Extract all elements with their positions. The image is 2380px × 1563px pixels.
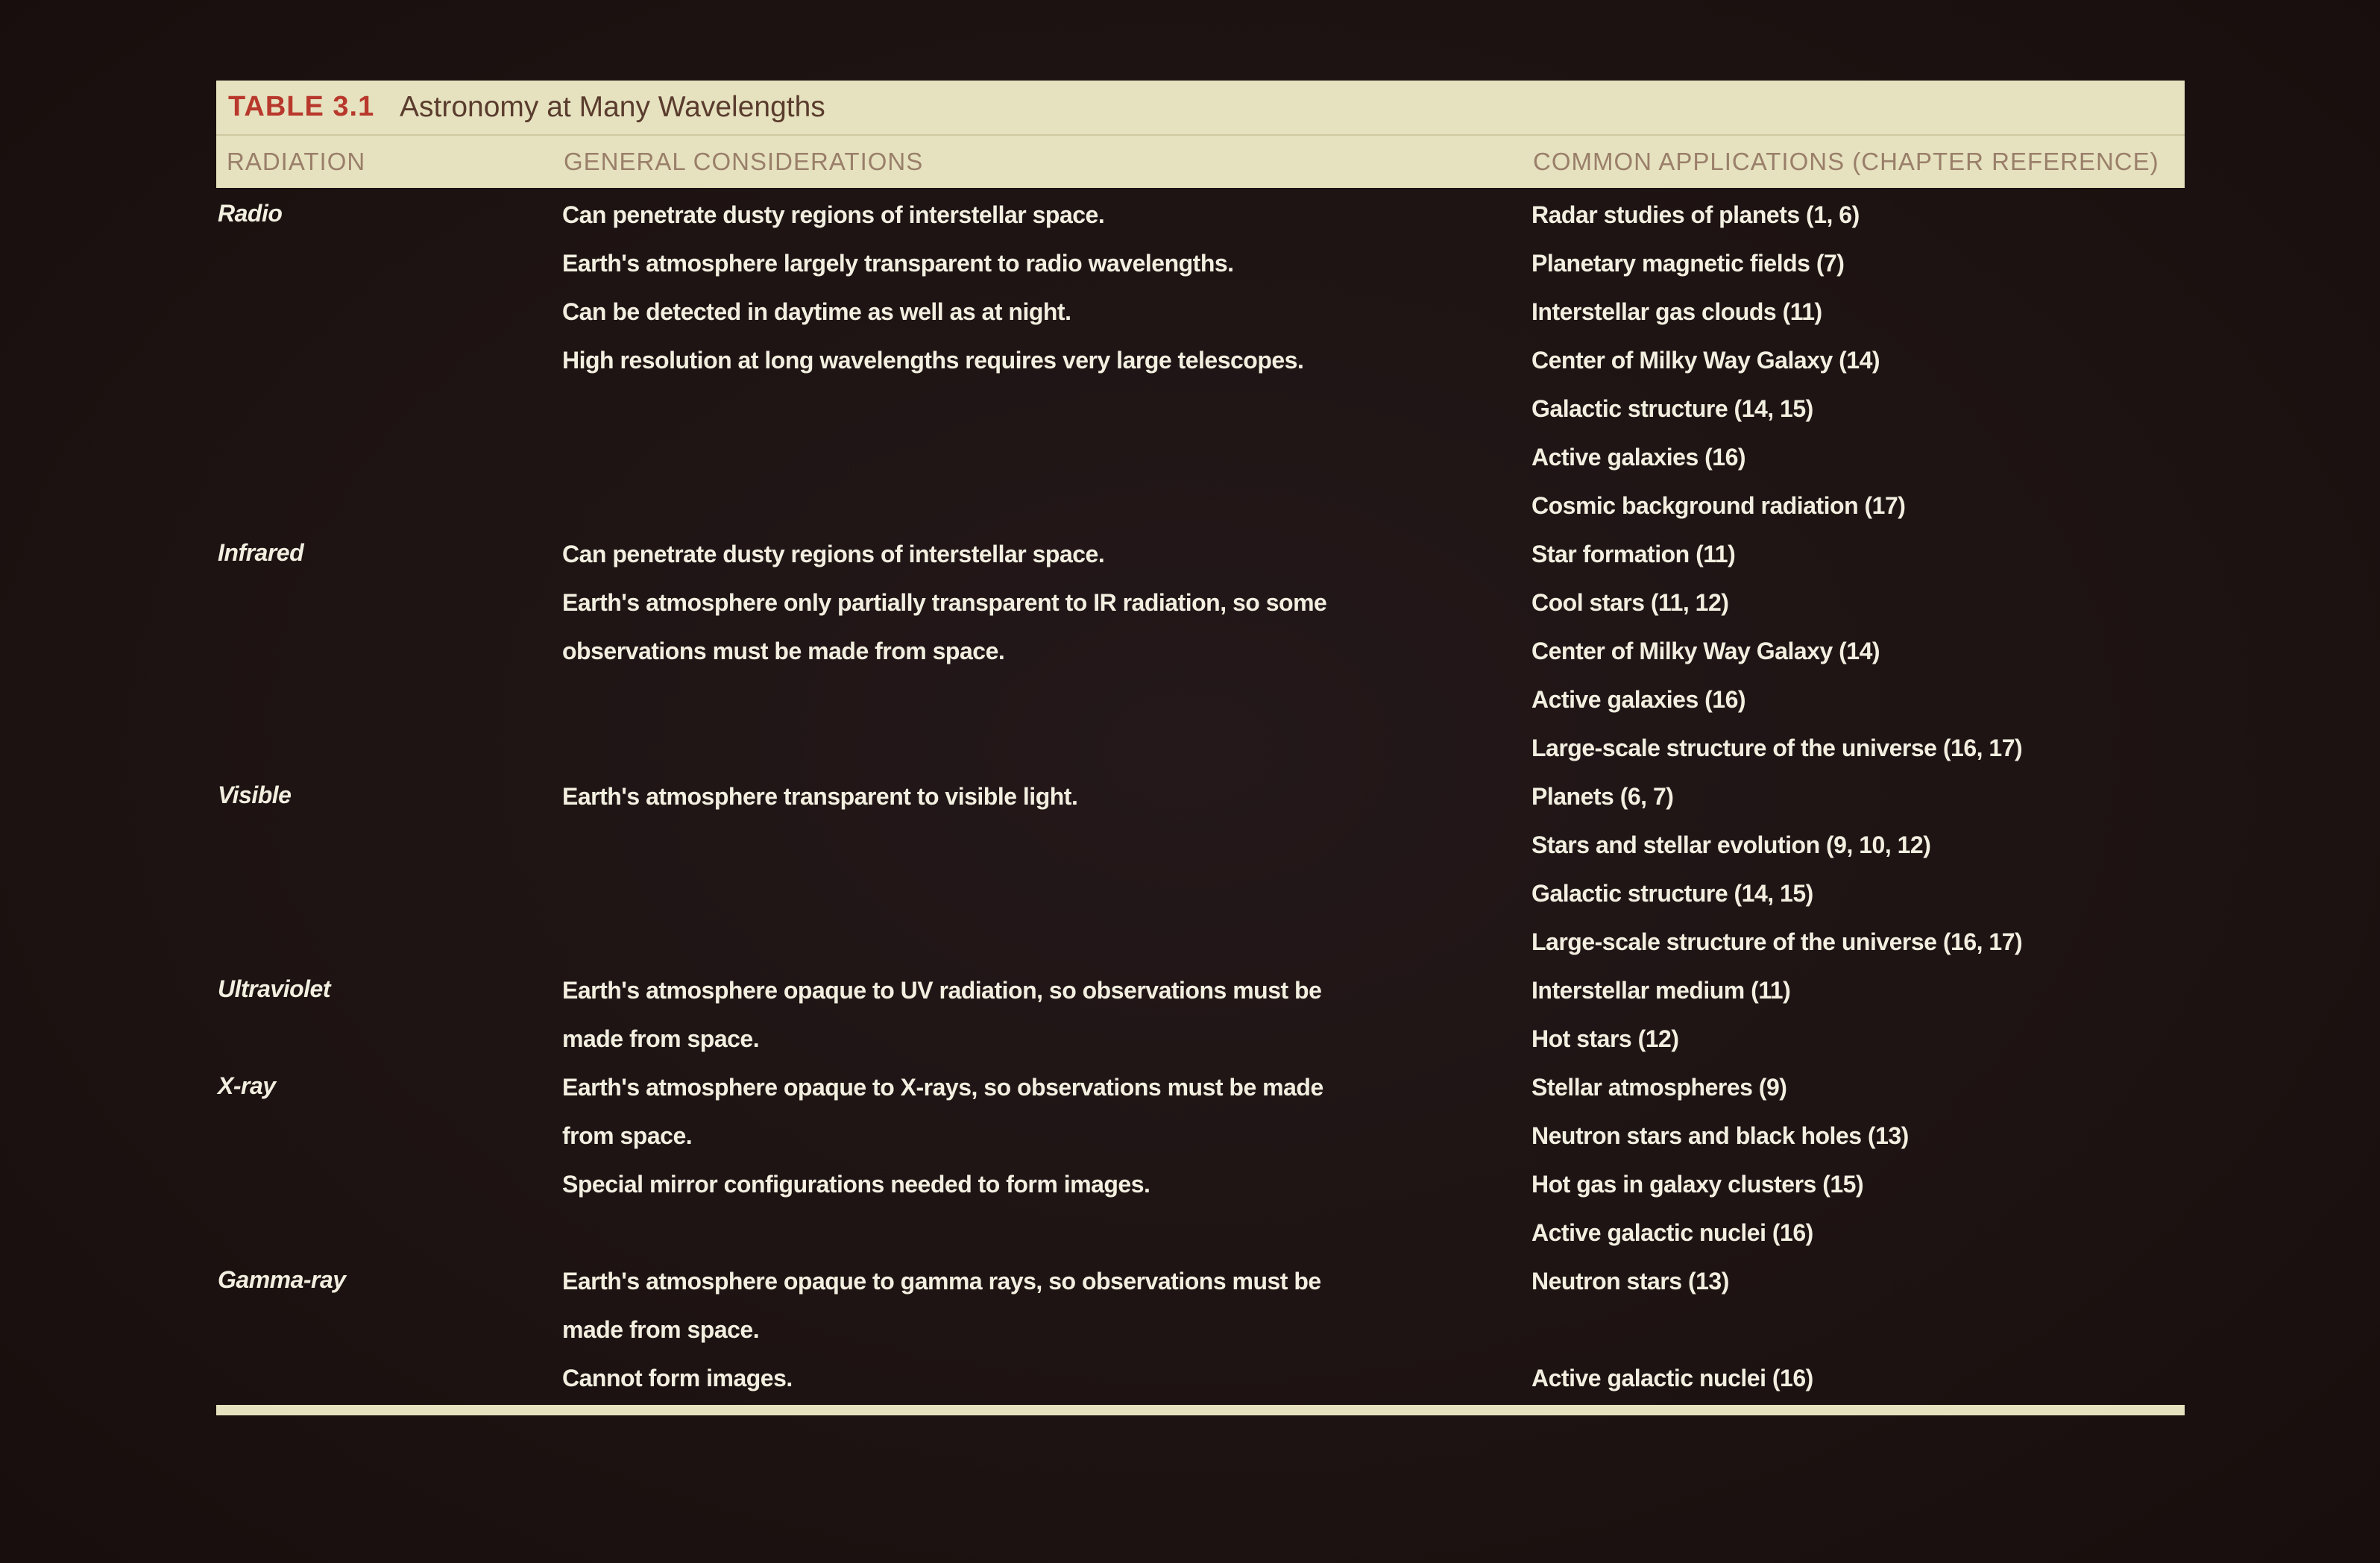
general-consideration: made from space.	[562, 1316, 760, 1343]
table-header-row	[216, 136, 2185, 188]
general-consideration: Earth's atmosphere opaque to X-rays, so observations must be made	[562, 1074, 1323, 1101]
common-application: Neutron stars (13)	[1531, 1268, 1729, 1295]
general-consideration: made from space.	[562, 1025, 760, 1052]
common-application: Cool stars (11, 12)	[1531, 589, 1729, 616]
common-application: Star formation (11)	[1531, 541, 1736, 567]
general-consideration: Cannot form images.	[562, 1365, 793, 1391]
general-consideration: Earth's atmosphere only partially transparent to IR radiation, so some	[562, 589, 1327, 616]
common-application: Planets (6, 7)	[1531, 783, 1674, 810]
column-header-radiation: RADIATION	[227, 148, 366, 175]
table-title: Astronomy at Many Wavelengths	[400, 91, 825, 123]
common-application: Center of Milky Way Galaxy (14)	[1531, 638, 1880, 664]
common-application: Stars and stellar evolution (9, 10, 12)	[1531, 831, 1931, 858]
table-title-bar	[216, 81, 2185, 136]
common-application: Neutron stars and black holes (13)	[1531, 1122, 1909, 1149]
common-application: Cosmic background radiation (17)	[1531, 492, 1906, 519]
radiation-visible: Visible	[218, 782, 292, 808]
common-application: Large-scale structure of the universe (16, 17)	[1531, 735, 2023, 761]
common-application: Active galactic nuclei (16)	[1531, 1219, 1813, 1246]
column-header-general-considerations: GENERAL CONSIDERATIONS	[564, 148, 924, 175]
common-application: Hot stars (12)	[1531, 1025, 1679, 1052]
general-consideration: Can be detected in daytime as well as at night.	[562, 298, 1071, 325]
general-consideration: Earth's atmosphere transparent to visible light.	[562, 783, 1078, 810]
general-consideration: Special mirror configurations needed to form images.	[562, 1171, 1150, 1198]
general-consideration: Earth's atmosphere opaque to gamma rays, so observations must be	[562, 1268, 1321, 1295]
radiation-gamma-ray: Gamma-ray	[218, 1266, 346, 1293]
common-application: Large-scale structure of the universe (16, 17)	[1531, 928, 2023, 955]
radiation-radio: Radio	[218, 200, 283, 227]
common-application: Galactic structure (14, 15)	[1531, 395, 1813, 422]
general-consideration: Earth's atmosphere largely transparent to radio wavelengths.	[562, 250, 1234, 277]
common-application: Active galaxies (16)	[1531, 444, 1746, 471]
radiation-infrared: Infrared	[218, 539, 304, 566]
common-application: Active galactic nuclei (16)	[1531, 1365, 1813, 1391]
radiation-ultraviolet: Ultraviolet	[218, 975, 330, 1002]
general-consideration: observations must be made from space.	[562, 638, 1005, 664]
general-consideration: Can penetrate dusty regions of interstellar space.	[562, 201, 1105, 228]
common-application: Stellar atmospheres (9)	[1531, 1074, 1787, 1101]
common-application: Hot gas in galaxy clusters (15)	[1531, 1171, 1864, 1198]
common-application: Interstellar medium (11)	[1531, 977, 1791, 1004]
table-number: TABLE 3.1	[228, 91, 375, 122]
general-consideration: High resolution at long wavelengths requires very large telescopes.	[562, 347, 1304, 374]
general-consideration: from space.	[562, 1122, 693, 1149]
common-application: Active galaxies (16)	[1531, 686, 1746, 713]
column-header-common-applications: COMMON APPLICATIONS (CHAPTER REFERENCE)	[1533, 148, 2159, 175]
general-consideration: Earth's atmosphere opaque to UV radiation, so observations must be	[562, 977, 1322, 1004]
common-application: Interstellar gas clouds (11)	[1531, 298, 1822, 325]
common-application: Center of Milky Way Galaxy (14)	[1531, 347, 1880, 374]
common-application: Galactic structure (14, 15)	[1531, 880, 1813, 907]
table-bottom-rule	[216, 1405, 2185, 1415]
common-application: Radar studies of planets (1, 6)	[1531, 201, 1860, 228]
common-application: Planetary magnetic fields (7)	[1531, 250, 1845, 277]
radiation-x-ray: X-ray	[218, 1072, 276, 1099]
general-consideration: Can penetrate dusty regions of interstellar space.	[562, 541, 1105, 567]
